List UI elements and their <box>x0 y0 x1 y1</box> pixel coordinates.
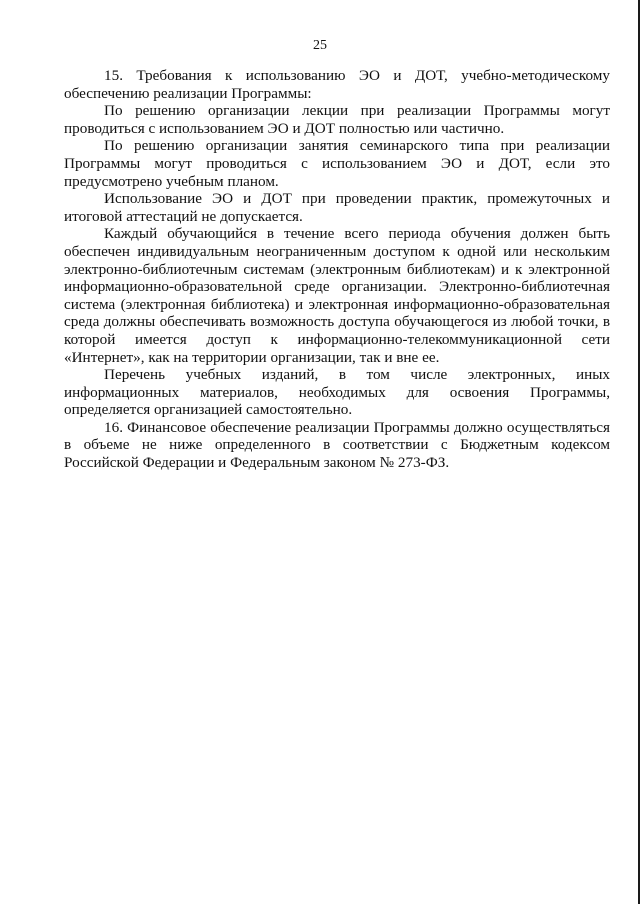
paragraph-publications-list: Перечень учебных изданий, в том числе электронных, иных информационных материалов, необходимых для освоения Программы, определяется организацией самостоятельно. <box>64 366 610 419</box>
paragraph-seminars: По решению организации занятия семинарского типа при реализации Программы могут проводиться с использованием ЭО и ДОТ, если это предусмотрено учебным планом. <box>64 137 610 190</box>
paragraph-16-financing: 16. Финансовое обеспечение реализации Программы должно осуществляться в объеме не ниже определенного в соответствии с Бюджетным кодексом Российской Федерации и Федеральным законом № 273-ФЗ. <box>64 418 610 472</box>
document-body <box>64 67 610 472</box>
paragraph-15-heading: 15. Требования к использованию ЭО и ДОТ, учебно-методическому обеспечению реализации Программы: <box>64 67 610 102</box>
paragraph-library-access: Каждый обучающийся в течение всего периода обучения должен быть обеспечен индивидуальным неограниченным доступом к одной или нескольким электронно-библиотечным системам (электронным библиотекам) и к электронной информационно-образовательной среде организации. Электронно-библиотечная система (электронная библиотека) и электронная информационно-образовательная среда должны обеспечивать возможность доступа обучающегося из любой точки, в которой имеется доступ к информационно-телекоммуникационной сети «Интернет», как на территории организации, так и вне ее. <box>64 225 610 366</box>
paragraph-practice-restriction: Использование ЭО и ДОТ при проведении практик, промежуточных и итоговой аттестаций не допускается. <box>64 190 610 225</box>
paragraph-lectures: По решению организации лекции при реализации Программы могут проводиться с использованием ЭО и ДОТ полностью или частично. <box>64 102 610 137</box>
page-number: 25 <box>313 38 327 53</box>
